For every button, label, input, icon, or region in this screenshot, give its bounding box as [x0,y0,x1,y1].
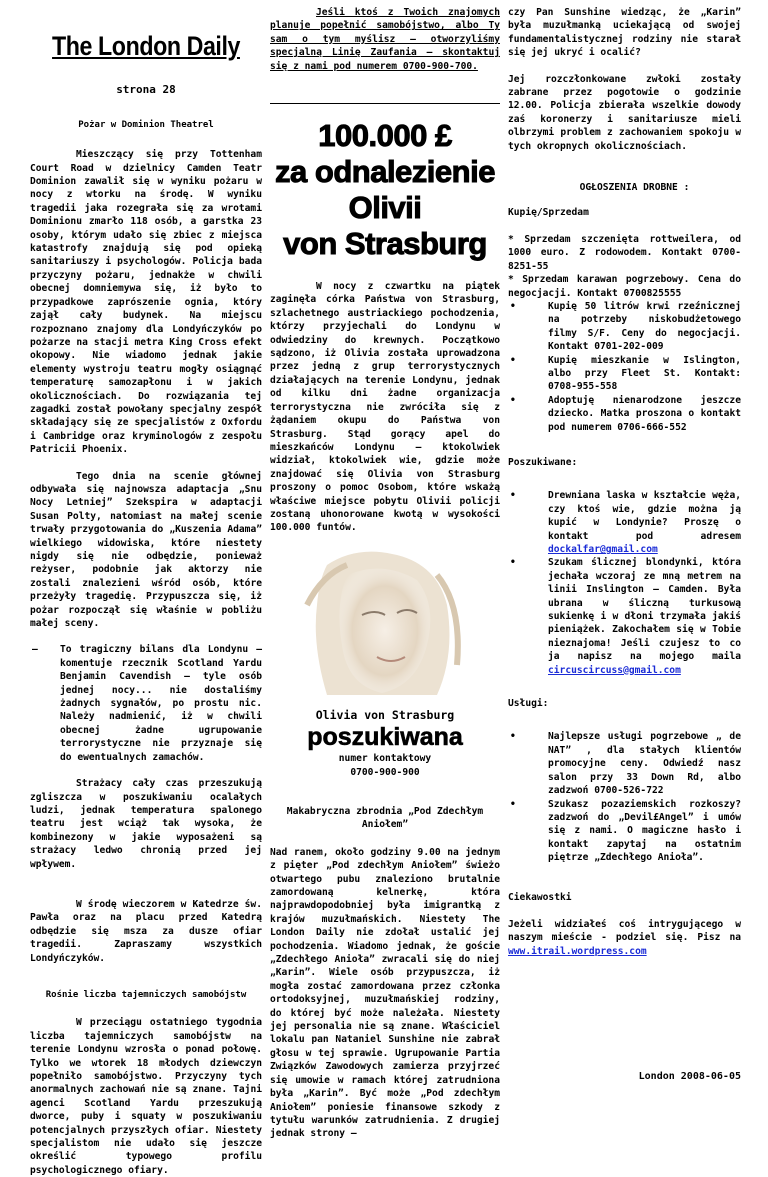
column-left [30,0,262,1177]
contact-number: 0700-900-900 [350,766,420,778]
buy-sell-heading: Kupię/Sprzedam [508,207,589,219]
curiosities-heading: Ciekawostki [508,891,572,903]
classifieds-heading: OGŁOSZENIA DROBNE : [579,182,690,194]
page-number: strona 28 [116,83,176,97]
missing-girl-photo [287,545,483,697]
list-item: • Drewniana laska w kształcie węża, czy ktoś wie, gdzie można ją kupić w Londynie? Proszę o kontakt pod adresem dockalfar@gmail.com [510,490,741,555]
wanted-ads-heading: Poszukiwane: [508,456,578,468]
portrait-image [287,545,483,697]
suicide-heading: Rośnie liczba tajemniczych samobójstw [45,989,247,1000]
wanted-label: poszukiwana [307,723,463,752]
curiosities-paragraph: Jeżeli widziałeś coś intrygującego w naszym mieście - podziel się. Pisz na www.itrail.wordpress.com [508,918,741,957]
ad-sell-1: * Sprzedam szczenięta rottweilera, od 1000 euro. Z rodowodem. Kontakt 0700-8251-55 [508,233,741,272]
wanted-ads-list [508,489,741,677]
fire-quote [30,643,262,764]
ad-sell-2: * Sprzedam karawan pogrzebowy. Cena do negocjacji. Kontakt 0700825555 [508,274,741,299]
helpline-paragraph: Jeśli ktoś z Twoich znajomych planuje popełnić samobójstwo, albo Ty sam o tym myślisz – otworzyliśmy specjalną Linię Zaufania – skontaktuj się z nami pod numerem 0700-900-700. [270,7,500,72]
dash-marker: – [32,644,38,656]
crime-heading: Makabryczna zbrodnia „Pod Zdechłym Aniołem” [286,805,484,831]
list-item: • Kupię mieszkanie w Islington, albo przy Fleet St. Kontakt: 0708-955-558 [510,354,741,393]
blog-link[interactable]: www.itrail.wordpress.com [508,945,647,957]
list-item: • Szukam ślicznej blondynki, która jechała wczoraj ze mną metrem na linii Inslington – Camden. Była ubrana w śliczną turkusową sukienkę i w dłoni trzymała jakiś pieniążek. Zakochałem się w Tobie nieznajoma! Jeśli czujesz to co ja napisz na mojego maila circuscircuss@gmail.com [510,557,741,676]
reward-title-line-3: von Strasburg [283,226,487,262]
fire-paragraph-3: Strażacy cały czas przeszukują zgliszcza w poszukiwaniu ocalałych ludzi, jednak temperatura spalonego teatru jest wciąż tak wysoka, że kombinezony w jakie wyposażeni są strażacy ledwo chronią przed jej wpływem. [30,778,262,870]
fire-paragraph-4: W środę wieczorem w Katedrze św. Pawła oraz na placu przed Katedrą odbędzie się msza za dusze ofiar tragedii. Zapraszamy wszystkich Londyńczyków. [30,898,262,964]
masthead: The London Daily [52,31,240,61]
list-item: • Kupię 50 litrów krwi rzeźnicznej na potrzeby niskobudżetowego filmy S/F. Ceny do negocjacji. Kontakt 0701-202-009 [510,300,741,353]
column-right [508,0,741,1084]
reward-title [270,118,500,262]
buy-list [508,300,741,434]
email-link[interactable]: circuscircuss@gmail.com [548,664,681,676]
dateline: London 2008-06-05 [638,1071,741,1083]
list-item: • Szukasz pozaziemskich rozkoszy?zadzwoń do „Devil£Angel” i umów się z nami. O magiczne hasło i kontakt zapytaj na ostatnim piętrze „Zdechłego Anioła”. [510,798,741,864]
list-item: • Adoptuję nienarodzone jeszcze dziecko. Matka proszona o kontakt pod numerem 0706-666-552 [510,394,741,433]
suicide-paragraph: W przeciągu ostatniego tygodnia liczba tajemniczych samobójstw na terenie Londynu wzrosła o ponad połowę. Tylko we wtorek 18 młodych dziewczyn popełniło samobójstwo. Przyczyny tych anormalnych zachowań nie są znane. Tajni agenci Scotland Yardu przeszukują dworce, puby i squaty w poszukiwaniu potencjalnych przyszłych ofiar. Niestety specjalistom nie udało się jeszcze określić typowego profilu psychologicznego ofiary. [30,1017,262,1176]
fire-paragraph-2: Tego dnia na scenie głównej odbywała się najnowsza adaptacja „Snu Nocy Letniej” Szekspira w adaptacji Susan Polty, natomiast na małej scenie trwały przygotowania do „Kuszenia Adama” wielkiego widowiska, które niestety nigdy się nie odbędzie, ponieważ reżyser, podobnie jak aktorzy nie zostali znalezieni wśród osób, które przeżyły tragedię. Przypuszcza się, iż pożar rozpoczął się właśnie w pobliżu małej sceny. [30,470,262,630]
fire-quote-text: To tragiczny bilans dla Londynu – komentuje rzecznik Scotland Yardu Benjamin Cavendish – tyle osób jednej nocy... nie dostaliśmy żadnych sygnałów, po prostu nic. Należy nadmienić, iż w chwili obecnej żadne ugrupowanie terrorystyczne nie przyznaje się do ewentualnych zamachów. [60,644,262,763]
services-list [508,730,741,864]
list-item: • Najlepsze usługi pogrzebowe „ de NAT” , dla stałych klientów promocyjne ceny. Odwiedź nasz salon przy 33 Down Rd, albo zadzwoń 0700-526-722 [510,731,741,797]
services-heading: Usługi: [508,698,549,710]
contact-label: numer kontaktowy [338,753,432,765]
crime-paragraph: Nad ranem, około godziny 9.00 na jednym z pięter „Pod zdechłym Aniołem” świeżo otwartego pubu znaleziono brutalnie zamordowaną kelnerkę, która najprawdopodobniej była imigrantką z krajów muzułmańskich. Niestety The London Daily nie zdołał ustalić jej pochodzenia. Wiadomo jednak, że goście „Zdechłego Anioła” zwracali się do niej „Karin”. Wiele osób przypuszcza, iż mogła zostać zamordowana przez członka ortodoksyjnej, muzułmańskiej rodziny, do której być może należała. Niestety jej personalia nie są znane. Właściciel lokalu pan Nataniel Sunshine nie zabrał głosu w tej sprawie. Ugrupowanie Partia Związków Zawodowych zamierza przyjrzeć się umowie w ramach której zatrudniona była „Karin”. Być może „Pod zdechłym Aniołem” poniesie finansowe szkody z tytułu warunków zatrudnienia. Z drugiej jednak strony – [270,846,500,1140]
reward-paragraph: W nocy z czwartku na piątek zaginęła córka Państwa von Strasburg, szlachetnego austriackiego pochodzenia, którzy przyjechali do Londynu w odwiedziny do krewnych. Początkowo sądzono, iż Olivia została uprowadzona przez jedną z grup terrorystycznych działających na terenie Londynu, jednak od kilku dni żadne organizacja terrorystyczna nie zwróciła się z żądaniem okupu do Państwa von Strasburg. Stąd gorący apel do mieszkańców Londynu – ktokolwiek widział, ktokolwiek wie, gdzie może znajdować się Olivia von Strasburg proszony o pomoc Osobom, które wskażą właściwe miejsce pobytu Olivii policji zostaną uhonorowane kwotą w wysokości 100.000 funtów. [270,281,500,534]
fire-paragraph-1: Mieszczący się przy Tottenham Court Road w dzielnicy Camden Teatr Dominion zawalił się w wyniku pożaru w nocy z wtorku na środę. W wyniku tragedii jaka rozegrała się za wrotami Dominionu zmarło 118 osób, a garstka 23 osoby, którym udało się zbiec z miejsca katastrofy znajdują się pod opieką sanitariuszy i psychologów. Policja bada przyczyny pożaru, jednakże w chwili obecnej domniemywa się, iż było to przypadkowe zaprószenie ognia, który zajął cały budynek. Na miejscu rozpoznano znajomy dla Londyńczyków po pożarze na stacji metra King Cross efekt okopowy. Nie wiadomo jednak jakie elementy wystroju teatru mogły osiągnąć temperaturę samozapłonu i w jakich okolicznościach. Do rozwiązania tej zagadki został powołany specjalny zespół składający się ze specjalistów z Oxfordu i Cambridge oraz kryminologów z zespołu Patricii Phoenix. [30,149,262,456]
crime-paragraph-2: Jej rozczłonkowane zwłoki zostały zabrane przez pogotowie o godzinie 12.00. Policja zbierała wszelkie dowody zaś koronerzy i sanitariusze mieli olbrzymi problem z zachowaniem spokoju w tych okropnych okolicznościach. [508,73,741,152]
column-middle [270,0,500,1141]
reward-title-line-2: za odnalezienie Olivii [275,154,495,226]
reward-title-line-1: 100.000 £ [318,118,452,154]
fire-heading: Pożar w Dominion Theatrel [78,119,214,130]
email-link[interactable]: dockalfar@gmail.com [548,544,658,555]
wanted-name: Olivia von Strasburg [315,707,455,722]
crime-continuation: czy Pan Sunshine wiedząc, że „Karin” była muzułmanką uciekającą od swojej fundamentalistycznej rodziny nie starał się jej ukryć i ocalić? [508,7,741,59]
